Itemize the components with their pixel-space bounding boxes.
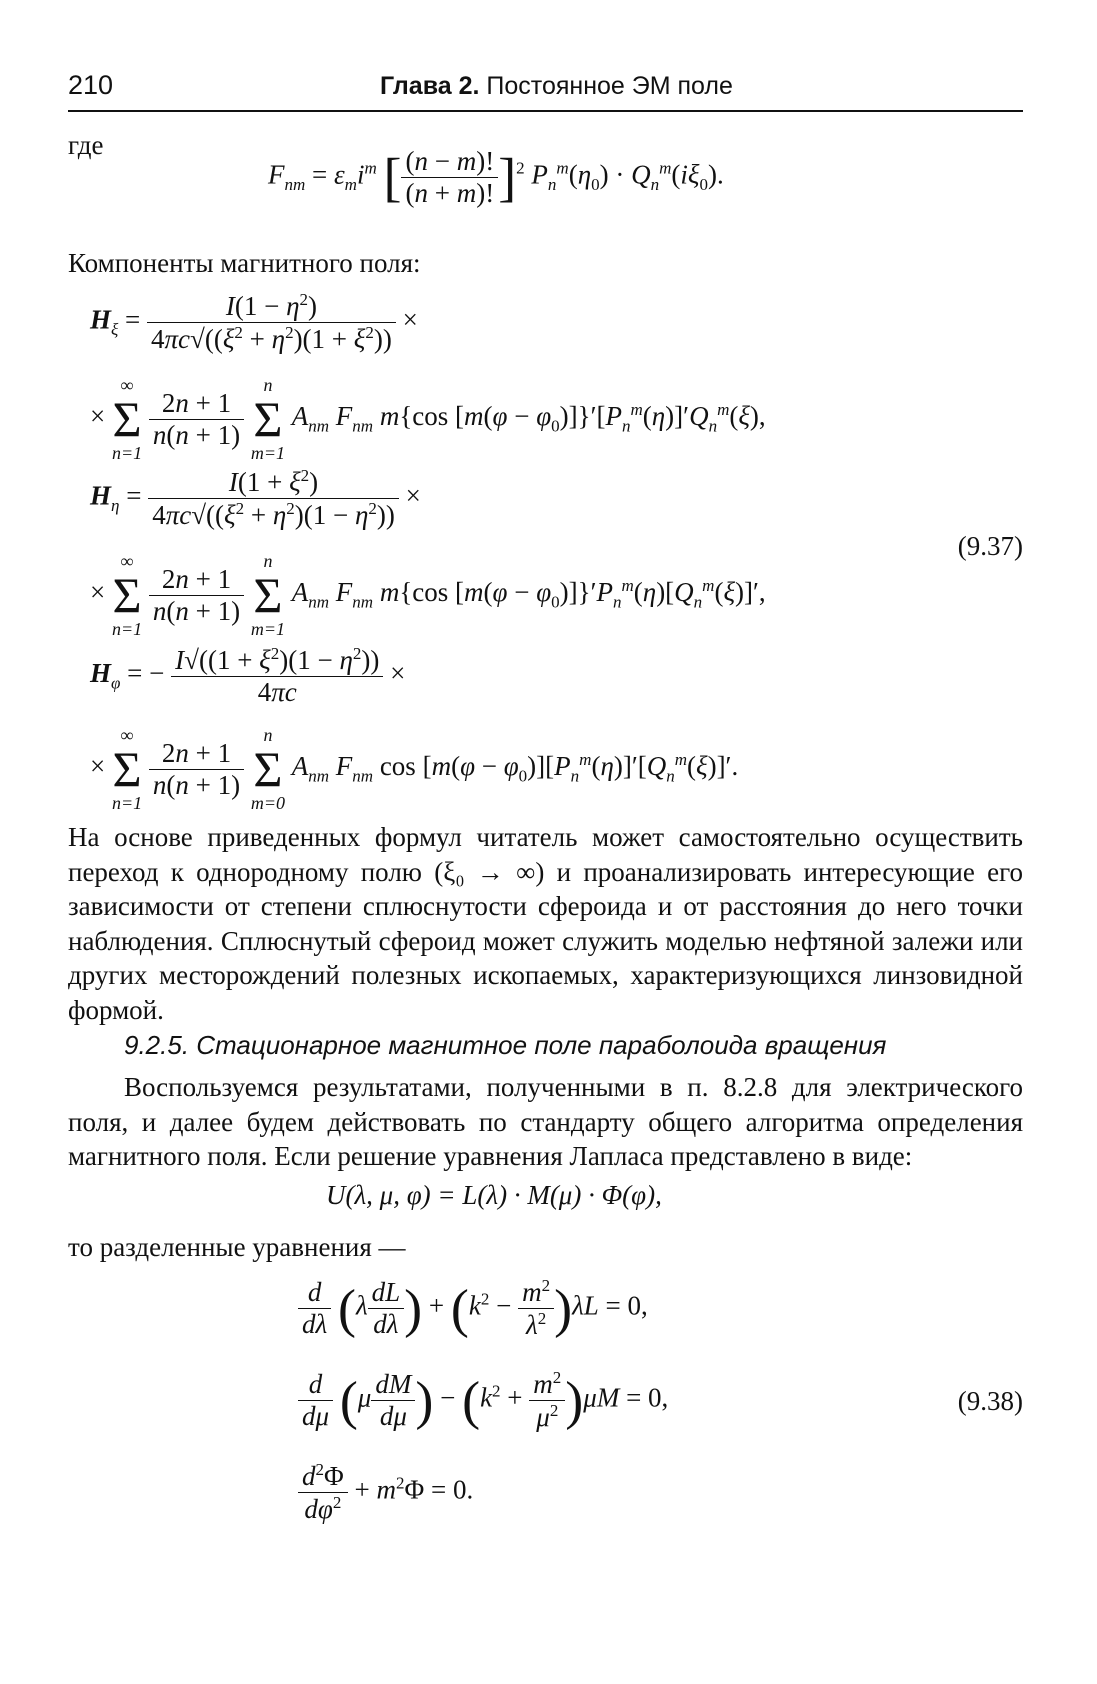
equation-number-938: (9.38) (957, 1386, 1023, 1416)
equation-phi: $\frac{d^2\Phi}{d\varphi^2}$ + $m^2\Phi = 0$. (298, 1460, 473, 1525)
components-intro: Компоненты магнитного поля: (68, 248, 421, 278)
where-label: где (68, 130, 104, 160)
chapter-title: Постоянное ЭМ поле (486, 72, 733, 100)
running-header (68, 66, 1023, 112)
equation-laplace (326, 1180, 662, 1211)
chapter-label: Глава 2. (380, 72, 480, 100)
equation-fnm: $F_{nm} = \varepsilon_mi^m$ [ $\frac{(n - m)!}{(n + m)!}$ ]$^2$ $P_n^m(\eta_0) \cdot Q_n^m(i\xi_0)$. (268, 146, 724, 208)
equation-h-xi-sum: × ∞ Σ n=1 $\frac{2n + 1}{n(n + 1)}$ n Σ m=1 $A_{nm}$ $F_{nm}$ m{cos $[m(\varphi - \varphi_0)]\}'[P_n^m(\eta)]'Q_n^m(\xi)$, (90, 375, 766, 463)
book-page (68, 58, 1023, 1658)
chapter-heading (380, 72, 733, 101)
equation-h-phi: $H_\varphi$ = − $\frac{I√((1 + \xi^2)(1 - \eta^2))}{4\pi c}$ × (90, 644, 406, 707)
paragraph-2: Воспользуемся результатами, полученными в п. 8.2.8 для электрического поля, и далее будем действовать по стандарту общего алгоритма определения магнитного поля. Если решение уравнения Лапласа представлено в виде: (68, 1072, 1023, 1171)
page-number: 210 (68, 70, 114, 100)
equation-h-phi-sum: × ∞ Σ n=1 $\frac{2n + 1}{n(n + 1)}$ n Σ m=0 $A_{nm}$ $F_{nm}$ $\cos [m(\varphi - \varphi_0)][P_n^m(\eta)]'[Q_n^m(\xi)]'$. (90, 725, 739, 813)
equation-number-937: (9.37) (957, 531, 1023, 561)
section-title: 9.2.5. Стационарное магнитное поле параболоида вращения (124, 1030, 887, 1060)
separated-label: то разделенные уравнения — (68, 1232, 406, 1262)
laplace-text: U(λ, μ, φ) = L(λ) · M(μ) · Φ(φ), (326, 1180, 662, 1210)
equation-h-eta: $H_\eta$ = $\frac{I(1 + \xi^2)}{4\pi c√((\xi^2 + \eta^2)(1 - \eta^2))}$ × (90, 466, 421, 530)
equation-h-eta-sum: × ∞ Σ n=1 $\frac{2n + 1}{n(n + 1)}$ n Σ m=1 $A_{nm}$ $F_{nm}$ m{cos $[m(\varphi - \varphi_0)]\}'P_n^m(\eta)[Q_n^m(\xi)]'$, (90, 551, 766, 639)
equation-mu: $\frac{d}{d\mu}$ (μ $\frac{dM}{d\mu}$ ) − ($k^2$ + $\frac{m^2}{\mu^2}$ )μM = 0, (298, 1368, 668, 1433)
equation-h-xi: $H_\xi$ = $\frac{I(1 - \eta^2)}{4\pi c√((\xi^2 + \eta^2)(1 + \xi^2))}$ × (90, 290, 418, 354)
equation-lambda: $\frac{d}{d\lambda}$ (λ $\frac{dL}{d\lambda}$ ) + ($k^2$ − $\frac{m^2}{\lambda^2}$ )λL = 0, (298, 1276, 648, 1341)
paragraph-1: На основе приведенных формул читатель может самостоятельно осуществить переход к однородному полю (ξ₀ → ∞) и проанализировать интересующие его зависимости от степени сплюснутости сфероида и от расстояния до него точки наблюдения. Сплюснутый сфероид может служить моделью нефтяной залежи или других месторождений полезных ископаемых, характеризующихся линзовидной формой. (68, 822, 1023, 1025)
